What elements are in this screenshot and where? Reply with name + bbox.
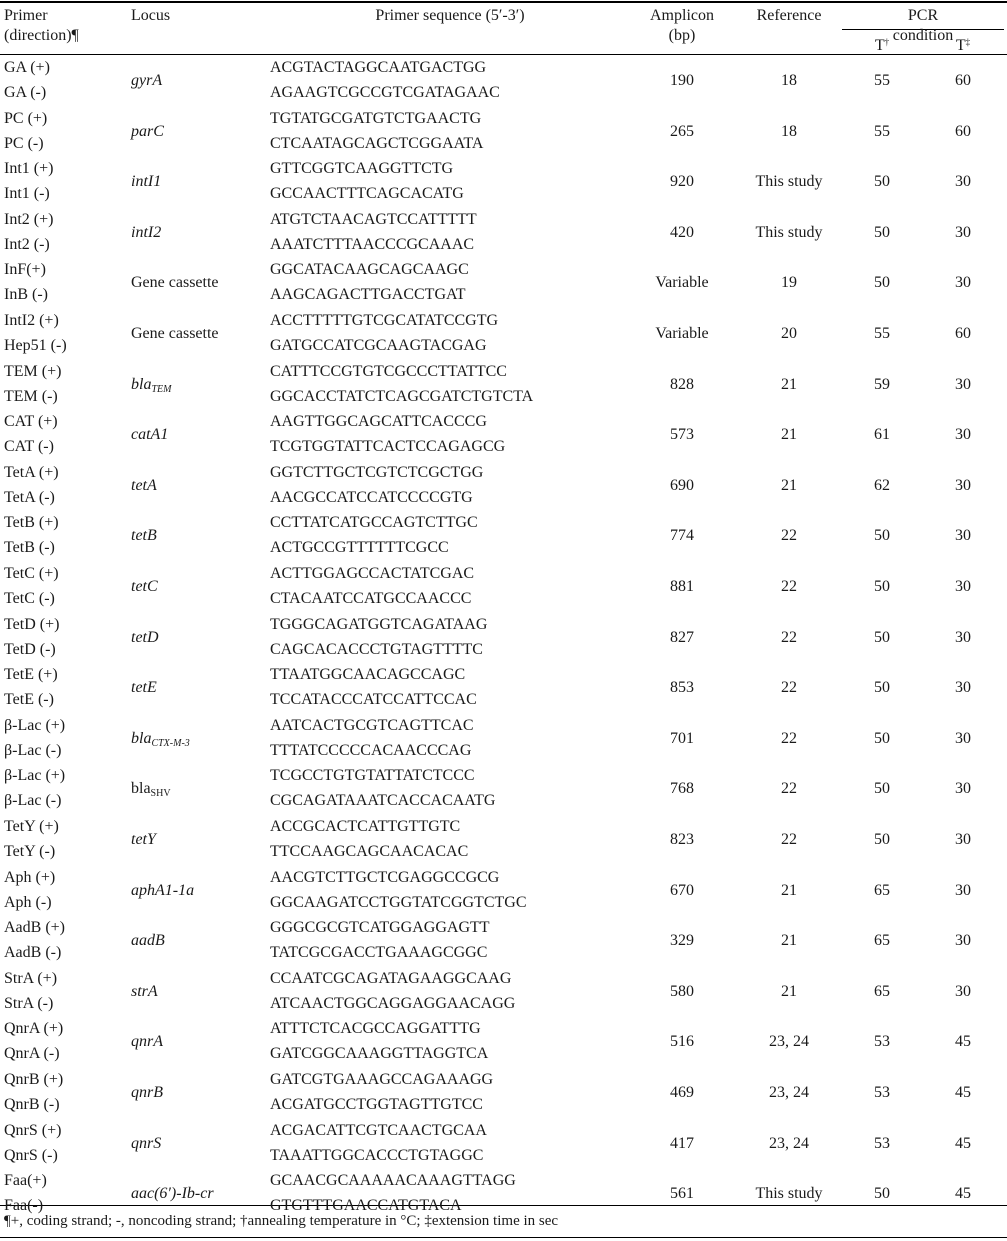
header-rule (0, 54, 1007, 55)
amplicon-size: 265 (670, 123, 694, 140)
locus-name (131, 1134, 161, 1154)
reference: 21 (781, 983, 797, 1000)
locus-name (131, 375, 171, 400)
locus-text: tetY (131, 831, 156, 848)
sequence-reverse: AAATCTTTAACCCGCAAAC (270, 236, 475, 253)
amplicon-size: Variable (655, 274, 709, 291)
extension-time: 30 (955, 932, 971, 949)
primer-reverse: Hep51 (-) (4, 337, 67, 354)
primer-forward: GA (+) (4, 59, 50, 76)
sequence-forward: ACCTTTTTGTCGCATATCCGTG (270, 312, 499, 329)
annealing-temperature: 50 (874, 224, 890, 241)
amplicon-size: 828 (670, 376, 694, 393)
primer-reverse: TetC (-) (4, 590, 55, 607)
header-t-extension (956, 32, 970, 56)
primer-reverse: β-Lac (-) (4, 792, 62, 809)
amplicon-size: Variable (655, 325, 709, 342)
amplicon-size: 580 (670, 983, 694, 1000)
sequence-reverse: CGCAGATAAATCACCACAATG (270, 792, 496, 809)
reference: 23, 24 (769, 1135, 809, 1152)
amplicon-size: 823 (670, 831, 694, 848)
locus-name (131, 628, 159, 648)
sequence-reverse: AGAAGTCGCCGTCGATAGAAC (270, 84, 500, 101)
primer-reverse: QnrB (-) (4, 1096, 60, 1113)
amplicon-size: 420 (670, 224, 694, 241)
primer-forward: QnrS (+) (4, 1122, 62, 1139)
locus-text: aac(6′)-Ib-cr (131, 1185, 214, 1202)
sequence-forward: GCAACGCAAAAACAAAGTTAGG (270, 1172, 516, 1189)
annealing-temperature: 53 (874, 1084, 890, 1101)
amplicon-size: 469 (670, 1084, 694, 1101)
amplicon-size: 417 (670, 1135, 694, 1152)
reference: 22 (781, 629, 797, 646)
sequence-forward: GTTCGGTCAAGGTTCTG (270, 160, 454, 177)
header-t2-label: T (955, 37, 966, 54)
extension-time: 60 (955, 72, 971, 89)
sequence-forward: TGTATGCGATGTCTGAACTG (270, 110, 482, 127)
extension-time: 30 (955, 679, 971, 696)
sequence-forward: GGGCGCGTCATGGAGGAGTT (270, 919, 490, 936)
primer-reverse: Int1 (-) (4, 185, 50, 202)
sequence-reverse: ACGATGCCTGGTAGTTGTCC (270, 1096, 483, 1113)
primer-forward: StrA (+) (4, 970, 58, 987)
annealing-temperature: 55 (874, 72, 890, 89)
locus-text: tetE (131, 679, 157, 696)
primer-forward: QnrB (+) (4, 1071, 64, 1088)
header-t2-mark: ‡ (965, 37, 971, 47)
locus-name (131, 425, 168, 445)
annealing-temperature: 50 (874, 730, 890, 747)
header-primer (4, 6, 79, 46)
sequence-reverse: ATCAACTGGCAGGAGGAACAGG (270, 995, 516, 1012)
sequence-reverse: CTCAATAGCAGCTCGGAATA (270, 135, 484, 152)
sequence-reverse: TTTATCCCCCACAACCCAG (270, 742, 472, 759)
extension-time: 45 (955, 1185, 971, 1202)
amplicon-size: 516 (670, 1033, 694, 1050)
reference: 23, 24 (769, 1084, 809, 1101)
locus-name (131, 1184, 214, 1204)
reference: 22 (781, 831, 797, 848)
primer-reverse: AadB (-) (4, 944, 62, 961)
annealing-temperature: 50 (874, 527, 890, 544)
annealing-temperature: 50 (874, 274, 890, 291)
header-reference: Reference (756, 7, 822, 24)
locus-name (131, 172, 161, 192)
top-rule (0, 1, 1007, 3)
primer-forward: β-Lac (+) (4, 717, 66, 734)
sequence-reverse: AACGCCATCCATCCCCGTG (270, 489, 473, 506)
locus-name (131, 223, 161, 243)
annealing-temperature: 50 (874, 1185, 890, 1202)
sequence-reverse: TATCGCGACCTGAAAGCGGC (270, 944, 488, 961)
amplicon-size: 329 (670, 932, 694, 949)
amplicon-size: 690 (670, 477, 694, 494)
annealing-temperature: 50 (874, 578, 890, 595)
reference: 21 (781, 426, 797, 443)
reference: 22 (781, 679, 797, 696)
header-t-annealing (875, 32, 889, 56)
locus-text: catA1 (131, 426, 169, 443)
sequence-forward: AAGTTGGCAGCATTCACCCG (270, 413, 487, 430)
sequence-reverse: GGCAAGATCCTGGTATCGGTCTGC (270, 894, 527, 911)
sequence-forward: ACTTGGAGCCACTATCGAC (270, 565, 475, 582)
table-footnote: ¶+, coding strand; -, noncoding strand; †annealing temperature in °C; ‡extension time in sec (4, 1213, 559, 1229)
locus-name (131, 476, 157, 496)
amplicon-size: 920 (670, 173, 694, 190)
annealing-temperature: 65 (874, 932, 890, 949)
locus-name (131, 1083, 163, 1103)
header-sequence: Primer sequence (5′-3′) (375, 7, 525, 24)
header-primer-line2: (direction)¶ (4, 27, 79, 44)
extension-time: 30 (955, 527, 971, 544)
sequence-forward: CCAATCGCAGATAGAAGGCAAG (270, 970, 512, 987)
header-t1-label: T (874, 37, 885, 54)
locus-name (131, 881, 194, 901)
primer-reverse: β-Lac (-) (4, 742, 62, 759)
primer-reverse: TetE (-) (4, 691, 54, 708)
amplicon-size: 670 (670, 882, 694, 899)
bottom-rule (0, 1205, 1007, 1206)
locus-name (131, 577, 158, 597)
locus-text: gyrA (131, 72, 163, 89)
header-primer-line1: Primer (4, 7, 48, 24)
extension-time: 30 (955, 173, 971, 190)
sequence-reverse: GTGTTTGAACCATGTACA (270, 1197, 462, 1214)
sequence-reverse: CAGCACACCCTGTAGTTTTC (270, 641, 483, 658)
annealing-temperature: 50 (874, 173, 890, 190)
locus-text: qnrA (131, 1033, 163, 1050)
sequence-reverse: GCCAACTTTCAGCACATG (270, 185, 464, 202)
primer-reverse: InB (-) (4, 286, 48, 303)
sequence-reverse: CTACAATCCATGCCAACCC (270, 590, 472, 607)
header-locus: Locus (131, 7, 171, 24)
extension-time: 45 (955, 1033, 971, 1050)
sequence-reverse: TCCATACCCATCCATTCCAC (270, 691, 477, 708)
sequence-forward: AACGTCTTGCTCGAGGCCGCG (270, 869, 500, 886)
locus-text: tetA (131, 477, 157, 494)
primer-forward: IntI2 (+) (4, 312, 59, 329)
annealing-temperature: 62 (874, 477, 890, 494)
sequence-forward: CATTTCCGTGTCGCCCTTATTCC (270, 363, 507, 380)
annealing-temperature: 53 (874, 1033, 890, 1050)
primer-forward: TetA (+) (4, 464, 59, 481)
annealing-temperature: 55 (874, 325, 890, 342)
header-amplicon-line2: (bp) (668, 27, 696, 44)
primer-forward: Aph (+) (4, 869, 56, 886)
sequence-forward: ACGACATTCGTCAACTGCAA (270, 1122, 487, 1139)
annealing-temperature: 65 (874, 983, 890, 1000)
primer-forward: AadB (+) (4, 919, 66, 936)
sequence-reverse: AAGCAGACTTGACCTGAT (270, 286, 466, 303)
locus-text: aadB (131, 932, 165, 949)
sequence-reverse: GATCGGCAAAGGTTAGGTCA (270, 1045, 489, 1062)
sequence-forward: TGGGCAGATGGTCAGATAAG (270, 616, 488, 633)
primer-forward: TEM (+) (4, 363, 62, 380)
locus-text: bla (131, 730, 152, 747)
reference: 23, 24 (769, 1033, 809, 1050)
sequence-forward: TCGCCTGTGTATTATCTCCC (270, 767, 475, 784)
locus-name (131, 273, 219, 293)
reference: 22 (781, 730, 797, 747)
sequence-forward: GGTCTTGCTCGTCTCGCTGG (270, 464, 484, 481)
reference: 18 (781, 123, 797, 140)
primer-forward: Faa(+) (4, 1172, 47, 1189)
sequence-forward: ATGTCTAACAGTCCATTTTT (270, 211, 477, 228)
extension-time: 30 (955, 629, 971, 646)
sequence-forward: ACGTACTAGGCAATGACTGG (270, 59, 487, 76)
primer-reverse: TetA (-) (4, 489, 55, 506)
locus-subscript: TEM (151, 384, 172, 395)
primer-reverse: TetD (-) (4, 641, 56, 658)
primer-forward: Int2 (+) (4, 211, 54, 228)
sequence-reverse: TTCCAAGCAGCAACACAC (270, 843, 469, 860)
extension-time: 30 (955, 376, 971, 393)
locus-name (131, 931, 165, 951)
locus-text: qnrB (131, 1084, 163, 1101)
reference: 21 (781, 477, 797, 494)
primer-forward: β-Lac (+) (4, 767, 66, 784)
primer-reverse: QnrA (-) (4, 1045, 60, 1062)
sequence-forward: ATTTCTCACGCCAGGATTTG (270, 1020, 481, 1037)
primer-reverse: Aph (-) (4, 894, 52, 911)
locus-text: Gene cassette (131, 325, 219, 342)
extension-time: 45 (955, 1135, 971, 1152)
locus-text: aphA1-1a (131, 882, 195, 899)
header-pcr-condition: PCR condition (892, 7, 954, 44)
primer-reverse: QnrS (-) (4, 1147, 58, 1164)
primer-reverse: TetY (-) (4, 843, 56, 860)
sequence-forward: CCTTATCATGCCAGTCTTGC (270, 514, 478, 531)
annealing-temperature: 50 (874, 780, 890, 797)
extension-time: 30 (955, 477, 971, 494)
locus-text: tetB (131, 527, 157, 544)
locus-name (131, 678, 157, 698)
extension-time: 30 (955, 274, 971, 291)
locus-name (131, 830, 156, 850)
locus-text: parC (131, 123, 164, 140)
extension-time: 30 (955, 224, 971, 241)
footnote-rule (0, 1237, 1007, 1238)
locus-name (131, 71, 162, 91)
primer-forward: TetE (+) (4, 666, 58, 683)
primer-reverse: Faa(-) (4, 1197, 44, 1214)
extension-time: 30 (955, 426, 971, 443)
amplicon-size: 561 (670, 1185, 694, 1202)
sequence-reverse: TAAATTGGCACCCTGTAGGC (270, 1147, 484, 1164)
primer-reverse: PC (-) (4, 135, 44, 152)
amplicon-size: 768 (670, 780, 694, 797)
reference: 22 (781, 780, 797, 797)
primer-forward: InF(+) (4, 261, 46, 278)
reference: 18 (781, 72, 797, 89)
locus-subscript: SHV (150, 788, 171, 799)
annealing-temperature: 59 (874, 376, 890, 393)
header-amplicon (650, 6, 714, 46)
primer-reverse: TetB (-) (4, 539, 55, 556)
locus-text: strA (131, 983, 158, 1000)
reference: 19 (781, 274, 797, 291)
primer-forward: Int1 (+) (4, 160, 54, 177)
amplicon-size: 853 (670, 679, 694, 696)
reference: 21 (781, 882, 797, 899)
header-amplicon-line1: Amplicon (650, 7, 714, 24)
locus-text: bla (131, 376, 152, 393)
extension-time: 60 (955, 123, 971, 140)
primer-forward: TetC (+) (4, 565, 59, 582)
extension-time: 30 (955, 983, 971, 1000)
annealing-temperature: 53 (874, 1135, 890, 1152)
primer-reverse: TEM (-) (4, 388, 58, 405)
annealing-temperature: 50 (874, 831, 890, 848)
amplicon-size: 573 (670, 426, 694, 443)
locus-text: intI2 (131, 224, 162, 241)
extension-time: 30 (955, 780, 971, 797)
annealing-temperature: 55 (874, 123, 890, 140)
reference: 22 (781, 578, 797, 595)
extension-time: 30 (955, 578, 971, 595)
locus-name (131, 779, 171, 804)
locus-subscript: CTX-M-3 (151, 738, 190, 749)
locus-name (131, 324, 219, 344)
sequence-reverse: ACTGCCGTTTTTTCGCC (270, 539, 449, 556)
primer-forward: TetB (+) (4, 514, 59, 531)
reference: 21 (781, 932, 797, 949)
amplicon-size: 827 (670, 629, 694, 646)
sequence-forward: AATCACTGCGTCAGTTCAC (270, 717, 474, 734)
annealing-temperature: 61 (874, 426, 890, 443)
primer-forward: PC (+) (4, 110, 48, 127)
primer-reverse: CAT (-) (4, 438, 54, 455)
sequence-reverse: GATGCCATCGCAAGTACGAG (270, 337, 487, 354)
locus-name (131, 526, 157, 546)
primer-reverse: StrA (-) (4, 995, 54, 1012)
sequence-reverse: GGCACCTATCTCAGCGATCTGTCTA (270, 388, 534, 405)
sequence-reverse: TCGTGGTATTCACTCCAGAGCG (270, 438, 506, 455)
sequence-forward: GATCGTGAAAGCCAGAAAGG (270, 1071, 494, 1088)
amplicon-size: 701 (670, 730, 694, 747)
extension-time: 45 (955, 1084, 971, 1101)
primer-reverse: Int2 (-) (4, 236, 50, 253)
locus-name (131, 122, 164, 142)
extension-time: 30 (955, 730, 971, 747)
reference: This study (755, 173, 823, 190)
locus-name (131, 982, 158, 1002)
reference: 21 (781, 376, 797, 393)
locus-name (131, 729, 190, 754)
locus-text: Gene cassette (131, 274, 219, 291)
extension-time: 30 (955, 831, 971, 848)
locus-text: tetC (131, 578, 158, 595)
reference: 20 (781, 325, 797, 342)
amplicon-size: 881 (670, 578, 694, 595)
sequence-forward: TTAATGGCAACAGCCAGC (270, 666, 466, 683)
reference: This study (755, 224, 823, 241)
locus-text: tetD (131, 629, 159, 646)
header-t1-mark: † (884, 37, 890, 47)
extension-time: 60 (955, 325, 971, 342)
primer-forward: TetD (+) (4, 616, 60, 633)
locus-text: qnrS (131, 1135, 162, 1152)
primer-reverse: GA (-) (4, 84, 47, 101)
annealing-temperature: 50 (874, 679, 890, 696)
extension-time: 30 (955, 882, 971, 899)
locus-text: bla (131, 780, 151, 797)
primer-forward: CAT (+) (4, 413, 58, 430)
reference: 22 (781, 527, 797, 544)
amplicon-size: 774 (670, 527, 694, 544)
sequence-forward: GGCATACAAGCAGCAAGC (270, 261, 469, 278)
annealing-temperature: 65 (874, 882, 890, 899)
reference: This study (755, 1185, 823, 1202)
locus-name (131, 1032, 163, 1052)
primer-forward: QnrA (+) (4, 1020, 64, 1037)
locus-text: intI1 (131, 173, 162, 190)
primer-forward: TetY (+) (4, 818, 59, 835)
sequence-forward: ACCGCACTCATTGTTGTC (270, 818, 461, 835)
amplicon-size: 190 (670, 72, 694, 89)
annealing-temperature: 50 (874, 629, 890, 646)
